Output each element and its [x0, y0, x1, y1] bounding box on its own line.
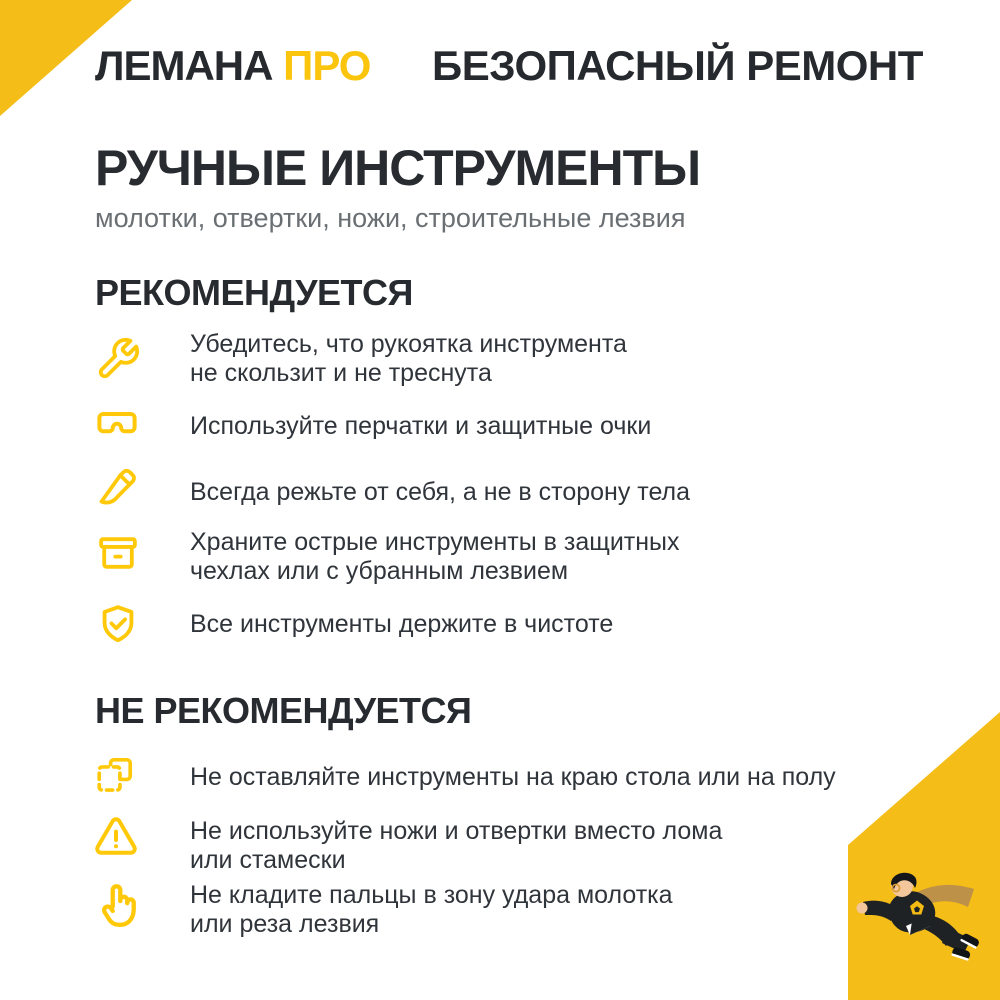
pointing-hand-icon	[93, 878, 145, 930]
warning-triangle-icon	[92, 812, 140, 860]
list-item-line: Не используйте ножи и отвертки вместо лома	[190, 817, 723, 845]
list-item-line: чехлах или с убранным лезвием	[190, 557, 569, 585]
list-item	[190, 528, 680, 586]
list-item-line: не скользит и не треснута	[190, 359, 492, 387]
list-item-line: Не оставляйте инструменты на краю стола или на полу	[190, 763, 836, 791]
goggles-icon	[93, 401, 141, 449]
dashed-square-icon	[93, 753, 137, 797]
page-subtitle: молотки, отвертки, ножи, строительные лезвия	[95, 203, 686, 233]
list-item-line: Используйте перчатки и защитные очки	[190, 412, 652, 440]
brand-logo-dark-part: ЛЕМАНА	[95, 42, 273, 89]
list-item-line: Убедитесь, что рукоятка инструмента	[190, 330, 627, 358]
list-item-line: или реза лезвия	[190, 910, 380, 938]
list-item-line: Храните острые инструменты в защитных	[190, 528, 680, 556]
list-item	[190, 817, 722, 875]
brand-logo	[95, 42, 371, 89]
list-item-line: Все инструменты держите в чистоте	[190, 610, 614, 638]
list-item-line: Не кладите пальцы в зону удара молотка	[190, 881, 673, 909]
page-title: РУЧНЫЕ ИНСТРУМЕНТЫ	[95, 140, 701, 196]
flying-character-illustration	[850, 866, 982, 962]
list-item	[190, 881, 673, 939]
wrench-icon	[95, 336, 141, 382]
not-recommended-heading: НЕ РЕКОМЕНДУЕТСЯ	[95, 690, 472, 731]
storage-box-icon	[95, 530, 141, 576]
list-item-line: Всегда режьте от себя, а не в сторону тела	[190, 478, 691, 506]
list-item	[190, 330, 627, 388]
knife-icon	[95, 464, 141, 510]
list-item	[190, 610, 613, 639]
recommended-heading: РЕКОМЕНДУЕТСЯ	[95, 272, 413, 313]
shield-check-icon	[95, 601, 141, 647]
document-title: БЕЗОПАСНЫЙ РЕМОНТ	[432, 42, 923, 89]
list-item	[190, 478, 690, 507]
list-item	[190, 763, 836, 792]
list-item-line: или стамески	[190, 846, 346, 874]
list-item	[190, 412, 651, 441]
brand-logo-accent-part: ПРО	[283, 42, 371, 89]
